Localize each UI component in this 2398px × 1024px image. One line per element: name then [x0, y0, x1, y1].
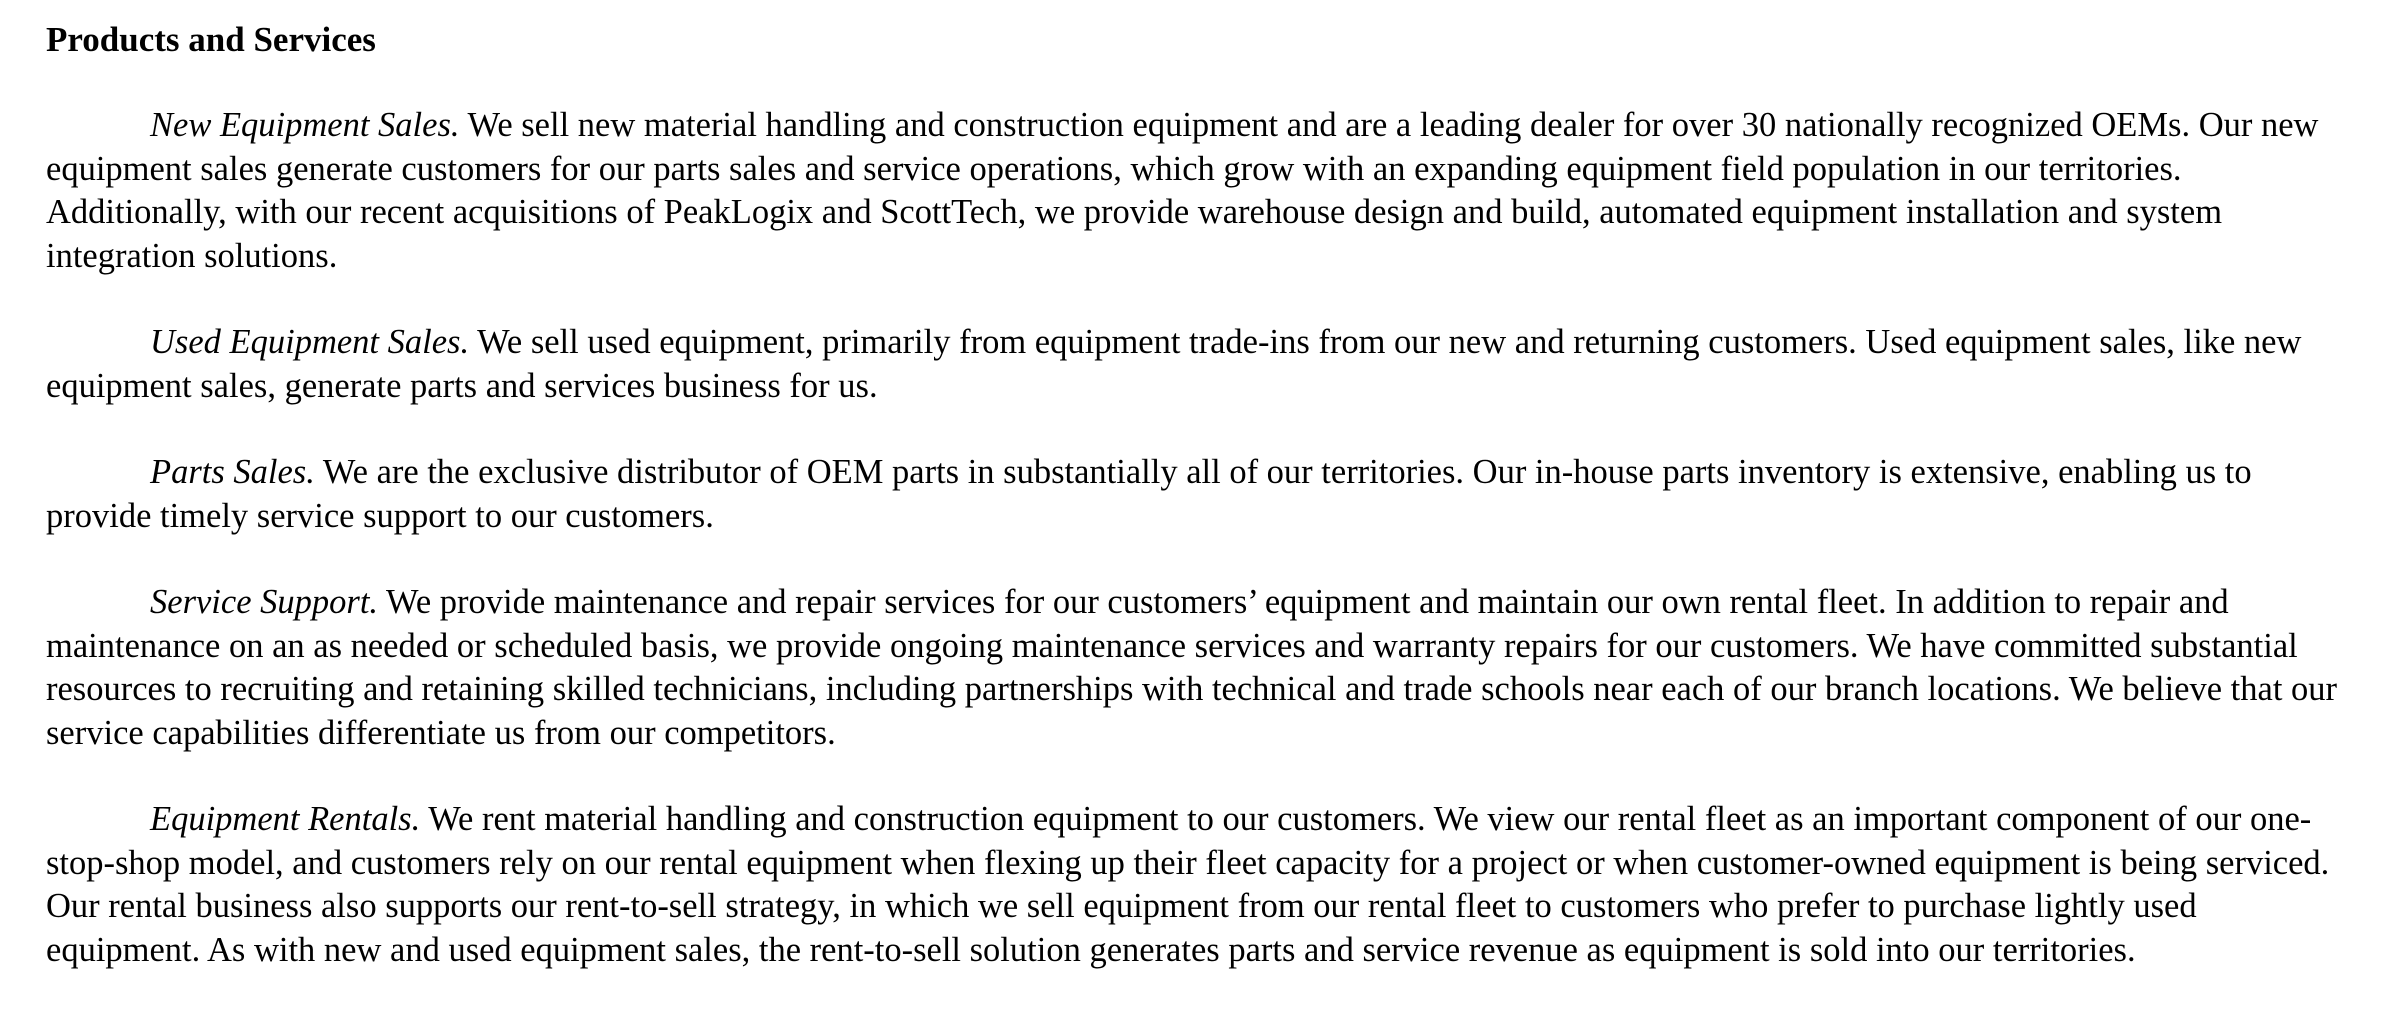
paragraph-body: We are the exclusive distributor of OEM parts in substantially all of our territories. Our in-house parts inventory is extensive, enabling us to provide timely service support to our customers. — [46, 453, 2252, 535]
paragraph-lead: New Equipment Sales. — [150, 106, 460, 144]
paragraph-lead: Used Equipment Sales. — [150, 323, 470, 361]
paragraph-parts-sales — [46, 451, 2354, 538]
paragraph-body: We rent material handling and construction equipment to our customers. We view our rental fleet as an important component of our one-stop-shop model, and customers rely on our rental equipment when flexing up their fleet capacity for a project or when customer-owned equipment is being serviced. Our rental business also supports our rent-to-sell strategy, in which we sell equipment from our rental fleet to customers who prefer to purchase lightly used equipment. As with new and used equipment sales, the rent-to-sell solution generates parts and service revenue as equipment is sold into our territories. — [46, 800, 2330, 969]
paragraph-lead: Service Support. — [150, 583, 379, 621]
paragraph-lead: Parts Sales. — [150, 453, 315, 491]
paragraph-body: We sell used equipment, primarily from equipment trade-ins from our new and returning customers. Used equipment sales, like new equipment sales, generate parts and services business for us. — [46, 323, 2302, 405]
paragraph-body: We provide maintenance and repair services for our customers’ equipment and maintain our own rental fleet. In addition to repair and maintenance on an as needed or scheduled basis, we provide ongoing maintenance services and warranty repairs for our customers. We have committed substantial resources to recruiting and retaining skilled technicians, including partnerships with technical and trade schools near each of our branch locations. We believe that our service capabilities differentiate us from our competitors. — [46, 583, 2338, 752]
paragraph-new-equipment-sales — [46, 104, 2354, 278]
paragraph-lead: Equipment Rentals. — [150, 800, 421, 838]
paragraph-body: We sell new material handling and construction equipment and are a leading dealer for over 30 nationally recognized OEMs. Our new equipment sales generate customers for our parts sales and service operations, which grow with an expanding equipment field population in our territories. Additionally, with our recent acquisitions of PeakLogix and ScottTech, we provide warehouse design and build, automated equipment installation and system integration solutions. — [46, 106, 2319, 275]
paragraph-equipment-rentals — [46, 798, 2354, 972]
section-heading: Products and Services — [46, 20, 376, 59]
paragraph-used-equipment-sales — [46, 321, 2354, 408]
paragraph-service-support — [46, 581, 2354, 755]
